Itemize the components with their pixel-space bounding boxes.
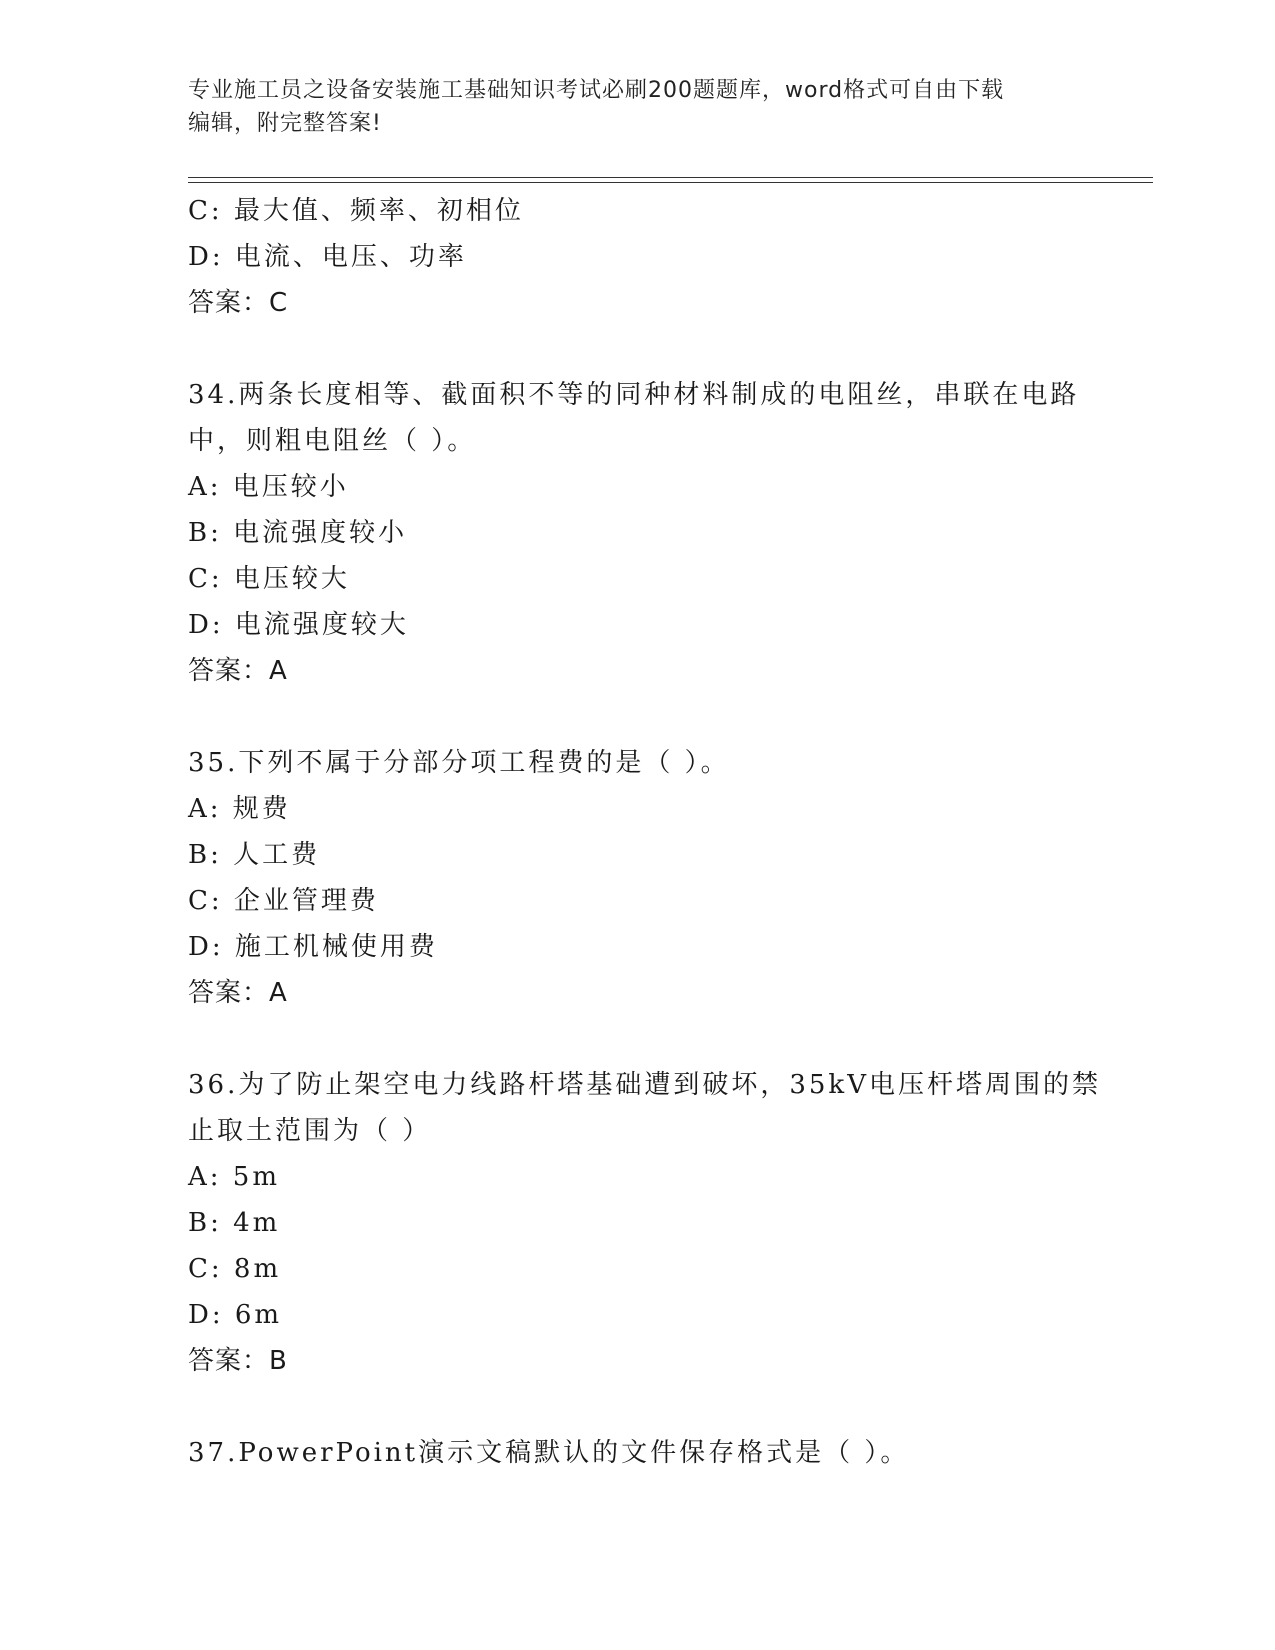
question-stem: 36.为了防止架空电力线路杆塔基础遭到破坏，35kV电压杆塔周围的禁 (188, 1070, 1101, 1100)
header-divider-top (188, 177, 1153, 178)
answer-line: 答案：C (188, 288, 289, 318)
option-b: B: 人工费 (188, 840, 321, 870)
question-stem-continued: 止取土范围为（ ） (188, 1116, 432, 1146)
option-d: D: 施工机械使用费 (188, 932, 438, 962)
question-35 (188, 740, 1088, 1016)
question-33-continued (188, 188, 1088, 326)
spacer (188, 1384, 1088, 1430)
question-list (188, 188, 1101, 1476)
question-stem: 34.两条长度相等、截面积不等的同种材料制成的电阻丝，串联在电路 (188, 380, 1080, 410)
option-a: A: 规费 (188, 794, 291, 824)
answer-line: 答案：A (188, 978, 288, 1008)
option-a: A: 电压较小 (188, 472, 349, 502)
option-b: B: 4m (188, 1208, 281, 1238)
question-37 (188, 1430, 1088, 1476)
question-34 (188, 372, 1088, 694)
answer-line: 答案：B (188, 1346, 288, 1376)
question-stem: 35.下列不属于分部分项工程费的是（ ）。 (188, 748, 730, 778)
option-c: C: 最大值、频率、初相位 (188, 196, 524, 226)
option-a: A: 5m (188, 1162, 280, 1192)
question-stem: 37.PowerPoint演示文稿默认的文件保存格式是（ ）。 (188, 1438, 910, 1468)
question-stem-continued: 中，则粗电阻丝（ ）。 (188, 426, 477, 456)
option-d: D: 电流、电压、功率 (188, 242, 467, 272)
option-c: C: 8m (188, 1254, 282, 1284)
header-title-line-2: 编辑，附完整答案! (188, 111, 382, 136)
header-title-line-1: 专业施工员之设备安装施工基础知识考试必刷200题题库，word格式可自由下载 (188, 78, 1005, 103)
option-d: D: 电流强度较大 (188, 610, 409, 640)
question-36 (188, 1062, 1101, 1384)
option-c: C: 企业管理费 (188, 886, 379, 916)
document-header (188, 74, 1088, 140)
option-c: C: 电压较大 (188, 564, 350, 594)
spacer (188, 326, 1088, 372)
spacer (188, 694, 1088, 740)
header-divider-bottom (188, 182, 1153, 183)
answer-line: 答案：A (188, 656, 288, 686)
option-d: D: 6m (188, 1300, 283, 1330)
option-b: B: 电流强度较小 (188, 518, 408, 548)
spacer (188, 1016, 1088, 1062)
